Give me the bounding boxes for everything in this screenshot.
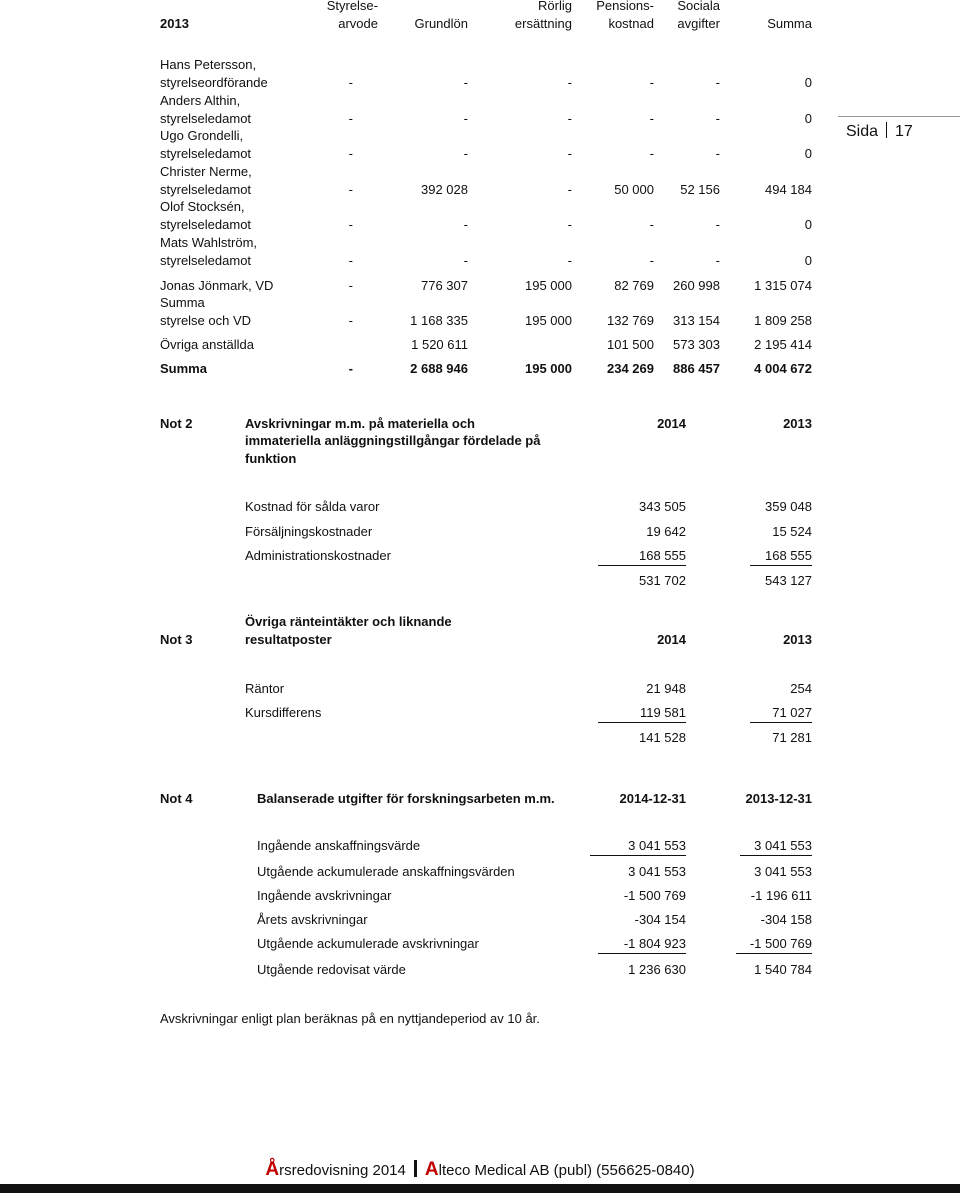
note-4-row-value: 1 540 784 bbox=[754, 962, 812, 977]
note-4-row-label: Utgående ackumulerade anskaffningsvärden bbox=[257, 864, 515, 879]
comp-row-name-line2: styrelseledamot bbox=[160, 253, 252, 268]
comp-cell: - bbox=[567, 111, 572, 126]
comp-row-name-line2: styrelseledamot bbox=[160, 182, 252, 197]
footer-bar bbox=[0, 1184, 960, 1193]
note-4-row-value: -1 500 769 bbox=[623, 888, 686, 903]
comp-cell: - bbox=[348, 217, 353, 232]
comp-table-year: 2013 bbox=[160, 16, 189, 31]
note-2-row-value: 19 642 bbox=[646, 524, 686, 539]
comp-cell: 313 154 bbox=[673, 313, 720, 328]
note-2-col-2013: 2013 bbox=[783, 416, 812, 431]
note-4-footnote: Avskrivningar enligt plan beräknas på en nyttjandeperiod av 10 år. bbox=[160, 1011, 540, 1026]
comp-cell: 4 004 672 bbox=[754, 361, 812, 376]
note-4-row-value: -1 500 769 bbox=[736, 936, 812, 954]
comp-cell: - bbox=[348, 253, 353, 268]
comp-row-name-line2: styrelseledamot bbox=[160, 111, 252, 126]
comp-row-name-line2: styrelseledamot bbox=[160, 217, 252, 232]
comp-cell: - bbox=[348, 361, 353, 376]
note-4-row-value: 1 236 630 bbox=[628, 962, 686, 977]
note-2-label: Not 2 bbox=[160, 416, 193, 431]
comp-cell: 1 168 335 bbox=[410, 313, 468, 328]
note-2-total: 543 127 bbox=[765, 573, 812, 588]
note-3-row-value: 119 581 bbox=[598, 705, 686, 723]
note-4-col-2013: 2013-12-31 bbox=[745, 791, 812, 806]
comp-cell: - bbox=[649, 111, 654, 126]
comp-header-rorlig-ersattning: Rörlig ersättning bbox=[514, 0, 572, 31]
comp-header-summa: Summa bbox=[767, 16, 812, 31]
note-4-row-label: Ingående avskrivningar bbox=[257, 888, 392, 903]
comp-cell: - bbox=[567, 253, 572, 268]
footer-report-title: rsredovisning 2014 bbox=[279, 1162, 406, 1179]
comp-cell: 392 028 bbox=[421, 182, 468, 197]
comp-row-name-line1: Ugo Grondelli, bbox=[160, 128, 244, 143]
note-4-row-value: -304 154 bbox=[634, 912, 686, 927]
page-footer bbox=[0, 1160, 960, 1181]
note-3-total: 141 528 bbox=[639, 730, 686, 745]
comp-cell: 195 000 bbox=[525, 361, 572, 376]
comp-row-name-line2: styrelseledamot bbox=[160, 146, 252, 161]
comp-cell: - bbox=[463, 146, 468, 161]
note-4-title: Balanserade utgifter för forskningsarbeten m.m. bbox=[257, 791, 555, 806]
comp-cell: - bbox=[649, 217, 654, 232]
comp-cell: - bbox=[348, 75, 353, 90]
page-number-rule bbox=[838, 116, 960, 117]
note-2-title-line: funktion bbox=[245, 451, 297, 466]
comp-cell: - bbox=[463, 217, 468, 232]
comp-cell: - bbox=[567, 217, 572, 232]
comp-cell: 52 156 bbox=[680, 182, 720, 197]
comp-cell: 0 bbox=[804, 75, 812, 90]
comp-cell: - bbox=[567, 146, 572, 161]
comp-cell: - bbox=[567, 75, 572, 90]
comp-cell: - bbox=[715, 217, 720, 232]
note-3-col-2014: 2014 bbox=[657, 632, 686, 647]
comp-cell: 195 000 bbox=[525, 313, 572, 328]
note-2-title-line: Avskrivningar m.m. på materiella och bbox=[245, 416, 475, 431]
note-3-row-value: 21 948 bbox=[646, 681, 686, 696]
comp-cell: 195 000 bbox=[525, 278, 572, 293]
note-2-row-label: Kostnad för sålda varor bbox=[245, 499, 380, 514]
comp-header-pensionskostnad: Pensions- kostnad bbox=[596, 0, 654, 31]
note-4-row-label: Ingående anskaffningsvärde bbox=[257, 838, 421, 853]
comp-cell: - bbox=[348, 182, 353, 197]
comp-cell: - bbox=[715, 253, 720, 268]
comp-cell: - bbox=[348, 111, 353, 126]
comp-cell: 2 195 414 bbox=[754, 337, 812, 352]
note-4-row-value: 3 041 553 bbox=[628, 864, 686, 879]
comp-cell: - bbox=[715, 111, 720, 126]
note-2-row-value: 15 524 bbox=[772, 524, 812, 539]
comp-cell: - bbox=[463, 75, 468, 90]
comp-cell: 494 184 bbox=[765, 182, 812, 197]
footer-separator bbox=[414, 1160, 417, 1177]
footer-company: lteco Medical AB (publ) (556625-0840) bbox=[438, 1162, 695, 1179]
note-3-row-label: Räntor bbox=[245, 681, 285, 696]
comp-cell: - bbox=[567, 182, 572, 197]
note-3-row-value: 71 027 bbox=[750, 705, 812, 723]
comp-row-name-line2: Summa bbox=[160, 361, 207, 376]
note-4-row-value: -1 196 611 bbox=[750, 888, 812, 903]
comp-cell: 1 809 258 bbox=[754, 313, 812, 328]
comp-cell: 0 bbox=[804, 146, 812, 161]
comp-cell: 50 000 bbox=[614, 182, 654, 197]
note-4-label: Not 4 bbox=[160, 791, 193, 806]
comp-row-name-line1: Mats Wahlström, bbox=[160, 235, 258, 250]
note-3-total: 71 281 bbox=[772, 730, 812, 745]
comp-cell: 132 769 bbox=[607, 313, 654, 328]
comp-cell: - bbox=[348, 313, 353, 328]
comp-cell: 0 bbox=[804, 217, 812, 232]
comp-cell: 1 315 074 bbox=[754, 278, 812, 293]
note-3-col-2013: 2013 bbox=[783, 632, 812, 647]
comp-cell: 82 769 bbox=[614, 278, 654, 293]
note-4-row-label: Utgående ackumulerade avskrivningar bbox=[257, 936, 479, 951]
note-2-row-value: 168 555 bbox=[750, 548, 812, 566]
page-number: Sida 17 bbox=[846, 123, 913, 140]
comp-cell: - bbox=[649, 146, 654, 161]
comp-header-sociala-avgifter: Sociala avgifter bbox=[677, 0, 720, 31]
comp-row-name-line2: styrelse och VD bbox=[160, 313, 252, 328]
comp-cell: - bbox=[463, 111, 468, 126]
note-4-row-label: Årets avskrivningar bbox=[257, 912, 368, 927]
note-3-label: Not 3 bbox=[160, 632, 193, 647]
comp-cell: - bbox=[649, 75, 654, 90]
comp-row-name-line2: styrelseordförande bbox=[160, 75, 268, 90]
comp-cell: 776 307 bbox=[421, 278, 468, 293]
note-3-row-value: 254 bbox=[790, 681, 812, 696]
comp-row-name-line1: Summa bbox=[160, 295, 205, 310]
note-2-total: 531 702 bbox=[639, 573, 686, 588]
comp-row-name-line1: Anders Althin, bbox=[160, 93, 241, 108]
comp-cell: - bbox=[715, 146, 720, 161]
comp-header-grundlon: Grundlön bbox=[414, 16, 468, 31]
comp-row-name-line2: Övriga anställda bbox=[160, 337, 254, 352]
comp-row-name-line1: Hans Petersson, bbox=[160, 57, 257, 72]
note-2-row-label: Administrationskostnader bbox=[245, 548, 391, 563]
note-2-row-value: 343 505 bbox=[639, 499, 686, 514]
note-4-col-2014: 2014-12-31 bbox=[619, 791, 686, 806]
note-2-row-value: 168 555 bbox=[598, 548, 686, 566]
note-4-row-value: 3 041 553 bbox=[754, 864, 812, 879]
note-4-row-value: -1 804 923 bbox=[598, 936, 686, 954]
note-4-row-label: Utgående redovisat värde bbox=[257, 962, 406, 977]
note-3-title-line: resultatposter bbox=[245, 632, 332, 647]
note-2-title-line: immateriella anläggningstillgångar fördelade på bbox=[245, 433, 541, 448]
comp-cell: - bbox=[348, 278, 353, 293]
note-4-row-value: -304 158 bbox=[760, 912, 812, 927]
comp-cell: - bbox=[715, 75, 720, 90]
note-3-row-label: Kursdifferens bbox=[245, 705, 322, 720]
comp-header-styrelsearvode: Styrelse- arvode bbox=[326, 0, 378, 31]
note-2-col-2014: 2014 bbox=[657, 416, 686, 431]
note-4-row-value: 3 041 553 bbox=[590, 838, 686, 856]
comp-cell: 0 bbox=[804, 111, 812, 126]
note-4-row-value: 3 041 553 bbox=[740, 838, 812, 856]
comp-cell: - bbox=[463, 253, 468, 268]
comp-row-name-line1: Olof Stocksén, bbox=[160, 199, 245, 214]
note-2-row-label: Försäljningskostnader bbox=[245, 524, 373, 539]
footer-initial-a-ring: Å bbox=[265, 1159, 280, 1180]
note-3-title-line: Övriga ränteintäkter och liknande bbox=[245, 614, 452, 629]
comp-cell: 573 303 bbox=[673, 337, 720, 352]
comp-cell: 0 bbox=[804, 253, 812, 268]
comp-cell: 260 998 bbox=[673, 278, 720, 293]
comp-row-name-line1: Christer Nerme, bbox=[160, 164, 252, 179]
comp-cell: 234 269 bbox=[607, 361, 654, 376]
comp-cell: 1 520 611 bbox=[411, 337, 468, 352]
footer-initial-a: A bbox=[424, 1159, 439, 1180]
comp-cell: - bbox=[649, 253, 654, 268]
comp-cell: 886 457 bbox=[673, 361, 720, 376]
comp-cell: 2 688 946 bbox=[410, 361, 468, 376]
note-2-row-value: 359 048 bbox=[765, 499, 812, 514]
comp-row-name-line2: Jonas Jönmark, VD bbox=[160, 278, 274, 293]
page-number-separator bbox=[886, 122, 887, 138]
comp-cell: 101 500 bbox=[607, 337, 654, 352]
comp-cell: - bbox=[348, 146, 353, 161]
